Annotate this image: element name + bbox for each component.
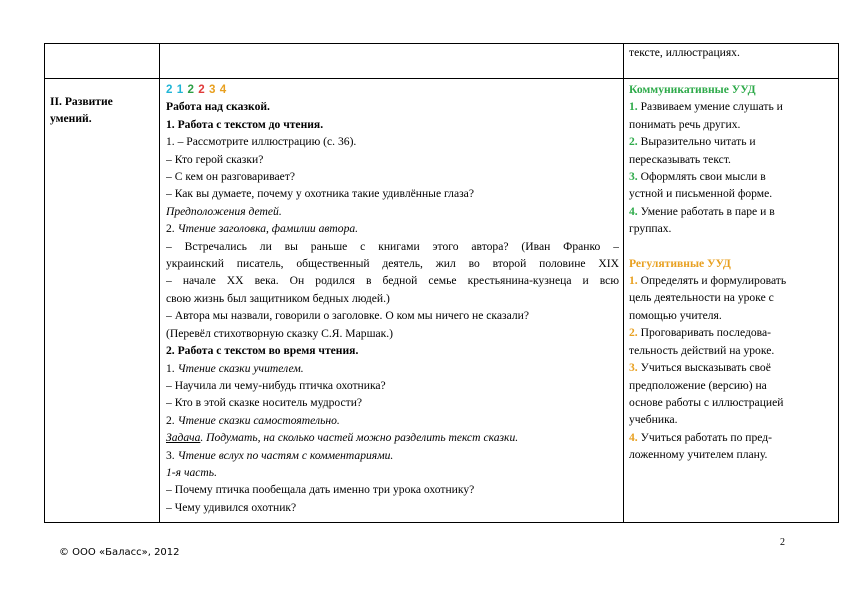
copyright-footer: © ООО «Баласс», 2012 [59,547,180,558]
page-number: 2 [780,537,785,548]
text-line: – Кто в этой сказке носитель мудрости? [166,396,363,410]
comm-uud-title: Коммуникативные УУД [629,83,756,96]
uud-item-cont: пересказывать текст. [629,152,731,166]
text-line: украинский писатель, общественный деятель, жил во второй половине XIX [166,257,619,271]
table-row [45,79,839,523]
reg-uud-title: Регулятивные УУД [629,256,731,270]
step-number: 3. [166,448,178,462]
content-cell [160,79,624,523]
uud-item-number: 2. [629,326,638,340]
uud-item-cont: учебника. [629,413,678,427]
step-text: Чтение вслух по частям с комментариями. [177,448,394,462]
text-line: – Почему птичка пообещала дать именно три урока охотнику? [166,483,475,497]
uud-item-cont: группах. [629,222,672,236]
uud-item-text: Определять и формулировать [640,274,787,288]
uud-item-number: 4. [629,430,638,444]
table-row [45,44,839,79]
uud-item-cont: тельность действий на уроке. [629,343,775,357]
uud-item-text: Развиваем умение слушать и [640,100,783,114]
text-line: – Чему удивился охотник? [166,500,297,514]
uud-item-cont: помощью учителя. [629,308,722,322]
cell-text: тексте, иллюстрациях. [629,46,740,59]
text-line [166,220,619,237]
text-line: Предположения детей. [166,204,282,218]
skill-number: 3 [209,83,216,96]
skill-number: 2 [198,83,205,96]
uud-item [629,429,834,446]
uud-item-cont: устной и письменной форме. [629,187,773,201]
stage-cell [45,79,160,523]
text-line [166,412,619,429]
table-cell [45,44,160,79]
uud-item [629,359,834,376]
uud-item-number: 2. [629,135,638,149]
uud-item-cont: ложенному учителем плану. [629,448,768,462]
uud-item-cont: цель деятельности на уроке с [629,291,774,305]
text-line: – С кем он разговаривает? [166,170,296,184]
uud-item-number: 3. [629,361,638,375]
text-line: – начале XX века. Он родился в бедной семье крестьянина-кузнеца и всю [166,274,619,288]
uud-item [629,98,834,115]
table-cell [160,44,624,79]
uud-item-number: 4. [629,204,638,218]
uud-item [629,324,834,341]
text-line: – Научила ли чему-нибудь птичка охотника? [166,378,386,392]
skill-number: 2 [187,83,195,96]
lesson-table [44,43,839,523]
text-line [166,447,619,464]
uud-item [629,168,834,185]
uud-item-cont: понимать речь других. [629,117,741,131]
uud-item [629,203,834,220]
spacer [629,238,834,255]
uud-item-cont: основе работы с иллюстрацией [629,395,784,409]
uud-cell [624,79,839,523]
task-text: . Подумать, на сколько частей можно разделить текст сказки. [200,431,519,445]
text-line: – Как вы думаете, почему у охотника такие удивлённые глаза? [166,187,474,201]
skill-numbers [166,81,619,98]
uud-item-text: Оформлять свои мысли в [640,170,766,184]
stage-title: II. Развитие [50,95,113,108]
skill-number: 4 [219,83,227,96]
text-line: 1. – Рассмотрите иллюстрацию (с. 36). [166,135,357,149]
task-label: Задача [166,431,201,445]
step-number: 2. [166,222,178,236]
uud-item-text: Проговаривать последова- [640,326,771,340]
section-heading: 1. Работа с текстом до чтения. [166,117,324,131]
uud-item-number: 3. [629,170,638,184]
section-heading: Работа над сказкой. [166,100,270,114]
uud-item-cont: предположение (версию) на [629,378,767,392]
step-number: 2. [166,413,178,427]
step-number: 1. [166,361,178,375]
text-line: свою жизнь был защитником бедных людей.) [166,291,390,305]
uud-item-text: Умение работать в паре и в [640,204,775,218]
uud-item [629,272,834,289]
text-line [166,360,619,377]
skill-number: 1 [176,83,184,96]
text-line: – Автора мы назвали, говорили о заголовке. О ком мы ничего не сказали? [166,309,529,323]
text-line: – Встречались ли вы раньше с книгами этого автора? (Иван Франко – [166,239,619,253]
text-line [166,429,619,446]
skill-number: 2 [166,83,173,96]
stage-title: умений. [50,112,92,125]
text-line: (Перевёл стихотворную сказку С.Я. Маршак.) [166,326,394,340]
step-text: Чтение сказки учителем. [177,361,304,375]
text-line: – Кто герой сказки? [166,152,264,166]
table-cell [624,44,839,79]
step-text: Чтение сказки самостоятельно. [177,413,340,427]
uud-item-number: 1. [629,274,638,288]
step-text: Чтение заголовка, фамилии автора. [177,222,359,236]
uud-item-text: Учиться высказывать своё [640,361,771,375]
section-heading: 2. Работа с текстом во время чтения. [166,344,359,358]
uud-item [629,133,834,150]
uud-item-number: 1. [629,100,638,114]
uud-item-text: Выразительно читать и [640,135,756,149]
uud-item-text: Учиться работать по пред- [640,430,773,444]
text-line: 1-я часть. [166,465,217,479]
